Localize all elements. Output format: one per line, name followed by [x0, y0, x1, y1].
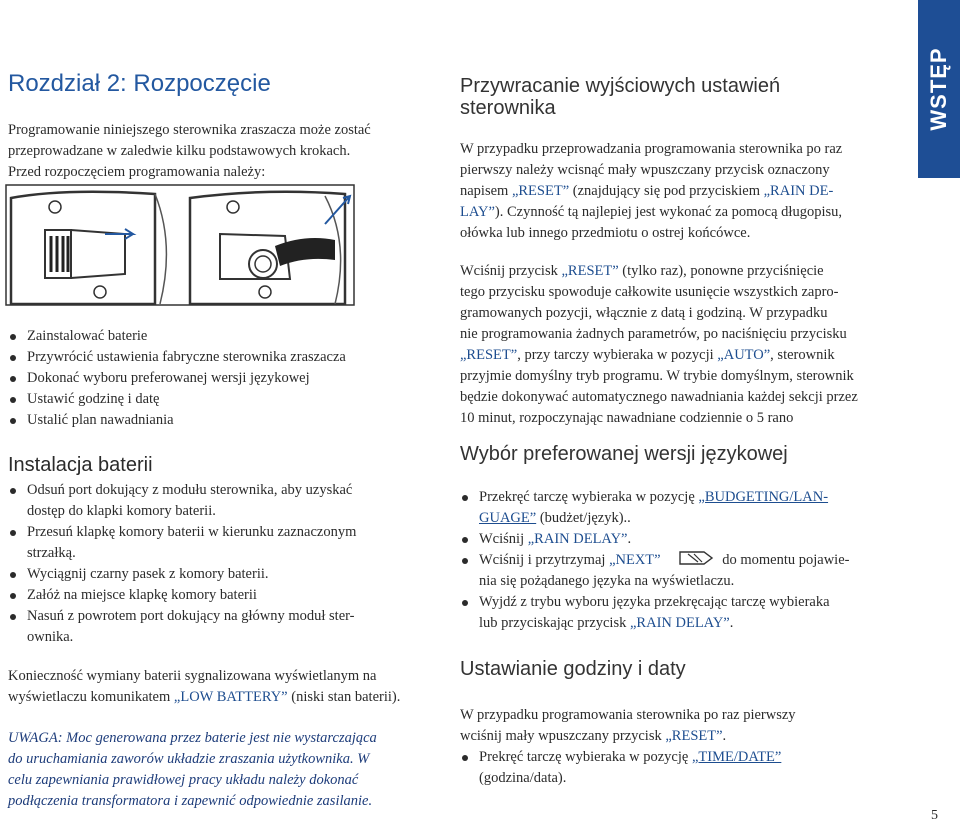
list-item-line: Załóż na miejsce klapkę komory baterii	[27, 587, 257, 603]
reset-paragraph-2	[460, 261, 910, 429]
text-span: ). Czynność tą najlepiej jest wykonać za pomocą długopisu,	[494, 204, 843, 220]
list-item-line: Przesuń klapkę komory baterii w kierunku zaznaczonym	[27, 524, 357, 540]
text-line: gramowanych pozycji, włącznie z datą i godziną. W przypadku	[460, 305, 828, 321]
heading-line: Przywracanie wyjściowych ustawień	[460, 75, 781, 97]
text-line	[460, 726, 910, 747]
text-line	[460, 345, 910, 366]
time-date-keyword: „TIME/DATE”	[691, 749, 782, 765]
list-item-line: Wyjdź z trybu wyboru języka przekręcając tarczę wybieraka	[479, 594, 830, 610]
text-span: lub przyciskając przycisk	[479, 615, 630, 631]
list-item: Ustalić plan nawadniania	[8, 410, 428, 431]
list-item: Dokonać wyboru preferowanej wersji językowej	[8, 368, 428, 389]
list-item	[460, 592, 910, 634]
time-steps	[460, 747, 910, 789]
text-span: .	[627, 531, 632, 547]
list-item	[460, 747, 910, 789]
controller-module-right	[190, 192, 350, 304]
next-button-icon	[674, 550, 718, 566]
text-span: .	[722, 728, 727, 744]
battery-steps	[8, 480, 428, 648]
text-line	[460, 261, 910, 282]
reset-keyword: „RESET”	[460, 347, 518, 363]
reset-keyword: „RESET”	[665, 728, 723, 744]
list-item	[8, 522, 428, 564]
list-item: Przywrócić ustawienia fabryczne sterownika zraszacza	[8, 347, 428, 368]
text-line: W przypadku programowania sterownika po raz pierwszy	[460, 707, 796, 723]
text-span: Prekręć tarczę wybieraka w pozycję	[479, 749, 692, 765]
note-paragraph	[8, 728, 438, 812]
list-item	[8, 585, 428, 606]
list-item-line: Nasuń z powrotem port dokujący na główny moduł ster-	[27, 608, 355, 624]
list-item	[8, 480, 428, 522]
rain-delay-keyword: LAY”	[460, 204, 495, 220]
low-battery-paragraph	[8, 666, 438, 708]
intro-paragraph	[8, 120, 428, 183]
text-line: 10 minut, rozpoczynając nawadniane codziennie o 5 rano	[460, 410, 794, 426]
section-tab-label: WSTĘP	[926, 47, 951, 131]
text-span: (budżet/język)..	[536, 510, 631, 526]
rain-delay-keyword: „RAIN DE-	[763, 183, 834, 199]
rain-delay-keyword: „RAIN DELAY”	[527, 531, 628, 547]
text-span: Wciśnij przycisk	[460, 263, 562, 279]
text-span: Przekręć tarczę wybieraka w pozycję	[479, 489, 699, 505]
budgeting-keyword: GUAGE”	[479, 510, 537, 526]
next-keyword: „NEXT”	[609, 552, 661, 568]
getting-started-steps	[8, 326, 428, 431]
intro-line: Przed rozpoczęciem programowania należy:	[8, 164, 266, 180]
text-span: , sterownik	[770, 347, 835, 363]
time-paragraph	[460, 705, 910, 747]
list-item	[8, 564, 428, 585]
text-line: pierwszy należy wcisnąć mały wpuszczany przycisk oznaczony	[460, 162, 830, 178]
text-line: tego przycisku spowoduje całkowite usunięcie wszystkich zapro-	[460, 284, 839, 300]
text-span: do momentu pojawie-	[722, 552, 850, 568]
list-item-line: dostęp do klapki komory baterii.	[27, 503, 216, 519]
list-item-line: (godzina/data).	[479, 770, 567, 786]
note-line: celu zapewniania prawidłowej pracy układu należy dokonać	[8, 772, 359, 788]
reset-paragraph-1	[460, 139, 910, 244]
heading-line: sterownika	[460, 97, 556, 119]
section-tab	[918, 0, 960, 178]
controller-module-left	[11, 192, 166, 304]
reset-keyword: „RESET”	[561, 263, 619, 279]
chapter-title: Rozdział 2: Rozpoczęcie	[8, 70, 271, 97]
list-item: Ustawić godzinę i datę	[8, 389, 428, 410]
note-line: do uruchamiania zaworów układzie zraszania użytkownika. W	[8, 751, 370, 767]
list-item-line	[479, 508, 910, 529]
text-span: wciśnij mały wpuszczany przycisk	[460, 728, 666, 744]
text-line: Konieczność wymiany baterii sygnalizowana wyświetlanym na	[8, 668, 377, 684]
text-line: ołówka lub innego przedmiotu o ostrej końcówce.	[460, 225, 751, 241]
text-line	[8, 687, 438, 708]
text-span: (niski stan baterii).	[287, 689, 401, 705]
list-item-line: strzałką.	[27, 545, 76, 561]
text-line	[460, 202, 910, 223]
text-line: będzie dokonywać automatycznego nawadniania każdej sekcji przez	[460, 389, 858, 405]
text-span: Wciśnij i przytrzymaj	[479, 552, 610, 568]
auto-keyword: „AUTO”	[717, 347, 771, 363]
text-span: , przy tarczy wybieraka w pozycji	[517, 347, 718, 363]
list-item-line	[479, 550, 910, 571]
list-item-line	[479, 747, 910, 768]
intro-line: przeprowadzane w zaledwie kilku podstawowych krokach.	[8, 143, 351, 159]
list-item-line	[479, 613, 910, 634]
language-steps	[460, 487, 910, 634]
list-item	[460, 550, 910, 592]
text-span: napisem	[460, 183, 512, 199]
text-line: przyjmie domyślny tryb programu. W trybie domyślnym, sterownik	[460, 368, 854, 384]
note-line: UWAGA: Moc generowana przez baterie jest nie wystarczająca	[8, 730, 377, 746]
text-line: nie programowania żadnych parametrów, po naciśnięciu przycisku	[460, 326, 847, 342]
text-span: (tylko raz), ponowne przyciśnięcie	[618, 263, 824, 279]
rain-delay-keyword: „RAIN DELAY”	[629, 615, 730, 631]
list-item-line: Wyciągnij czarny pasek z komory baterii.	[27, 566, 269, 582]
text-line: W przypadku przeprowadzania programowania sterownika po raz	[460, 141, 843, 157]
list-item-line: Odsuń port dokujący z modułu sterownika, aby uzyskać	[27, 482, 353, 498]
text-span: Wciśnij	[479, 531, 528, 547]
text-line	[460, 181, 910, 202]
battery-heading: Instalacja baterii	[8, 454, 153, 476]
list-item	[460, 487, 910, 529]
reset-heading	[460, 75, 780, 119]
list-item-line: ownika.	[27, 629, 74, 645]
text-span: (znajdujący się pod przyciskiem	[569, 183, 764, 199]
page-number: 5	[931, 808, 938, 823]
list-item	[460, 529, 910, 550]
list-item	[8, 606, 428, 648]
reset-keyword: „RESET”	[511, 183, 570, 199]
low-battery-keyword: „LOW BATTERY”	[173, 689, 288, 705]
list-item: Zainstalować baterie	[8, 326, 428, 347]
budgeting-keyword: „BUDGETING/LAN-	[698, 489, 829, 505]
list-item-line	[479, 487, 910, 508]
text-span: .	[729, 615, 734, 631]
text-span: wyświetlaczu komunikatem	[8, 689, 174, 705]
list-item-line: nia się pożądanego języka na wyświetlaczu.	[479, 573, 735, 589]
battery-installation-illustration	[5, 184, 355, 306]
language-heading: Wybór preferowanej wersji językowej	[460, 443, 788, 465]
intro-line: Programowanie niniejszego sterownika zraszacza może zostać	[8, 122, 371, 138]
note-line: podłączenia transformatora i zapewnić odpowiednie zasilanie.	[8, 793, 373, 809]
time-heading: Ustawianie godziny i daty	[460, 658, 686, 680]
